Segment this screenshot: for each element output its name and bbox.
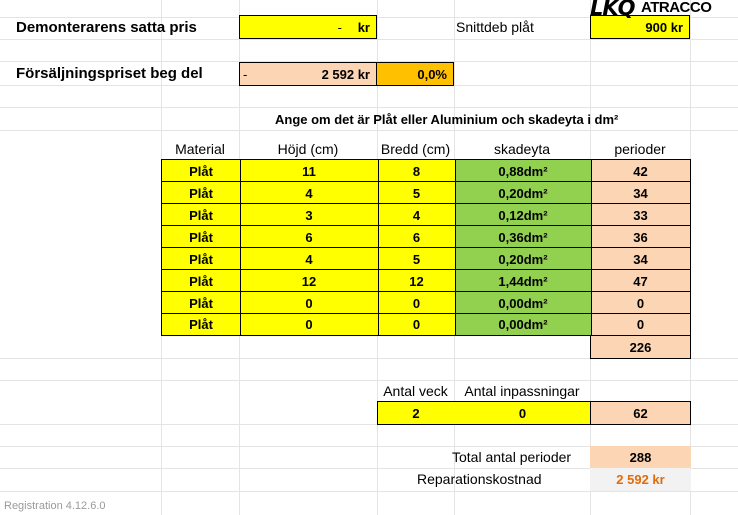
damage-area-cell: 0,00dm²	[455, 314, 591, 335]
sales-price-field	[239, 62, 377, 86]
avg-sheet-value: 900 kr	[590, 15, 690, 39]
material-cell[interactable]: Plåt	[162, 182, 240, 204]
periods-cell: 47	[591, 270, 690, 292]
section-title: Ange om det är Plåt eller Aluminium och skadeyta i dm²	[275, 112, 619, 127]
width-cell[interactable]: 6	[378, 226, 455, 248]
seller-price-dash: -	[337, 19, 342, 35]
material-cell[interactable]: Plåt	[162, 226, 240, 248]
fold-count-label: Antal veck	[383, 383, 448, 399]
avg-sheet-label: Snittdeb plåt	[456, 19, 534, 35]
damage-area-cell: 0,88dm²	[455, 160, 591, 182]
material-cell[interactable]: Plåt	[162, 160, 240, 182]
sales-price-label: Försäljningspriset beg del	[16, 65, 203, 82]
header-width: Bredd (cm)	[380, 141, 451, 157]
table-cell-borders	[162, 160, 690, 335]
total-periods-value: 288	[590, 446, 691, 468]
periods-cell: 0	[591, 292, 690, 314]
periods-cell: 34	[591, 182, 690, 204]
header-material: Material	[175, 141, 225, 157]
sales-price-value: 2 592 kr	[321, 66, 370, 82]
lkq-logo-sub: ATRACCO	[641, 0, 712, 16]
height-cell[interactable]: 0	[240, 314, 378, 335]
fitting-count-label: Antal inpassningar	[464, 383, 580, 399]
registration-version: Registration 4.12.6.0	[4, 500, 106, 512]
repair-cost-label: Reparationskostnad	[417, 471, 542, 487]
seller-price-field[interactable]	[239, 15, 377, 39]
seller-price-value: kr	[357, 19, 370, 35]
height-cell[interactable]: 4	[240, 248, 378, 270]
periods-sum: 226	[590, 335, 691, 359]
lkq-logo	[590, 0, 738, 20]
height-cell[interactable]: 11	[240, 160, 378, 182]
header-height: Höjd (cm)	[277, 141, 339, 157]
lkq-logo-brand: LKQ	[590, 0, 635, 20]
fold-count-input[interactable]: 2	[377, 401, 455, 425]
total-periods-label: Total antal perioder	[452, 449, 572, 465]
periods-cell: 0	[591, 314, 690, 335]
material-cell[interactable]: Plåt	[162, 292, 240, 314]
damage-area-cell: 0,12dm²	[455, 204, 591, 226]
width-cell[interactable]: 12	[378, 270, 455, 292]
header-periods: perioder	[614, 141, 666, 157]
periods-cell: 42	[591, 160, 690, 182]
damage-area-cell: 1,44dm²	[455, 270, 591, 292]
width-cell[interactable]: 5	[378, 248, 455, 270]
periods-cell: 33	[591, 204, 690, 226]
height-cell[interactable]: 3	[240, 204, 378, 226]
height-cell[interactable]: 12	[240, 270, 378, 292]
damage-area-cell: 0,00dm²	[455, 292, 591, 314]
damage-table	[161, 159, 691, 336]
material-cell[interactable]: Plåt	[162, 248, 240, 270]
width-cell[interactable]: 8	[378, 160, 455, 182]
height-cell[interactable]: 0	[240, 292, 378, 314]
header-damage-area: skadeyta	[493, 141, 551, 157]
width-cell[interactable]: 0	[378, 314, 455, 335]
fitting-count-input[interactable]: 0	[454, 401, 591, 425]
height-cell[interactable]: 6	[240, 226, 378, 248]
periods-cell: 36	[591, 226, 690, 248]
sales-price-dash: -	[243, 66, 248, 82]
width-cell[interactable]: 4	[378, 204, 455, 226]
material-cell[interactable]: Plåt	[162, 204, 240, 226]
damage-area-cell: 0,20dm²	[455, 182, 591, 204]
fold-periods-result: 62	[590, 401, 691, 425]
damage-area-cell: 0,36dm²	[455, 226, 591, 248]
repair-cost-value: 2 592 kr	[590, 468, 691, 491]
seller-price-label: Demonterarens satta pris	[16, 19, 197, 36]
height-cell[interactable]: 4	[240, 182, 378, 204]
periods-cell: 34	[591, 248, 690, 270]
width-cell[interactable]: 5	[378, 182, 455, 204]
width-cell[interactable]: 0	[378, 292, 455, 314]
sales-percent: 0,0%	[376, 62, 454, 86]
material-cell[interactable]: Plåt	[162, 270, 240, 292]
material-cell[interactable]: Plåt	[162, 314, 240, 335]
damage-area-cell: 0,20dm²	[455, 248, 591, 270]
